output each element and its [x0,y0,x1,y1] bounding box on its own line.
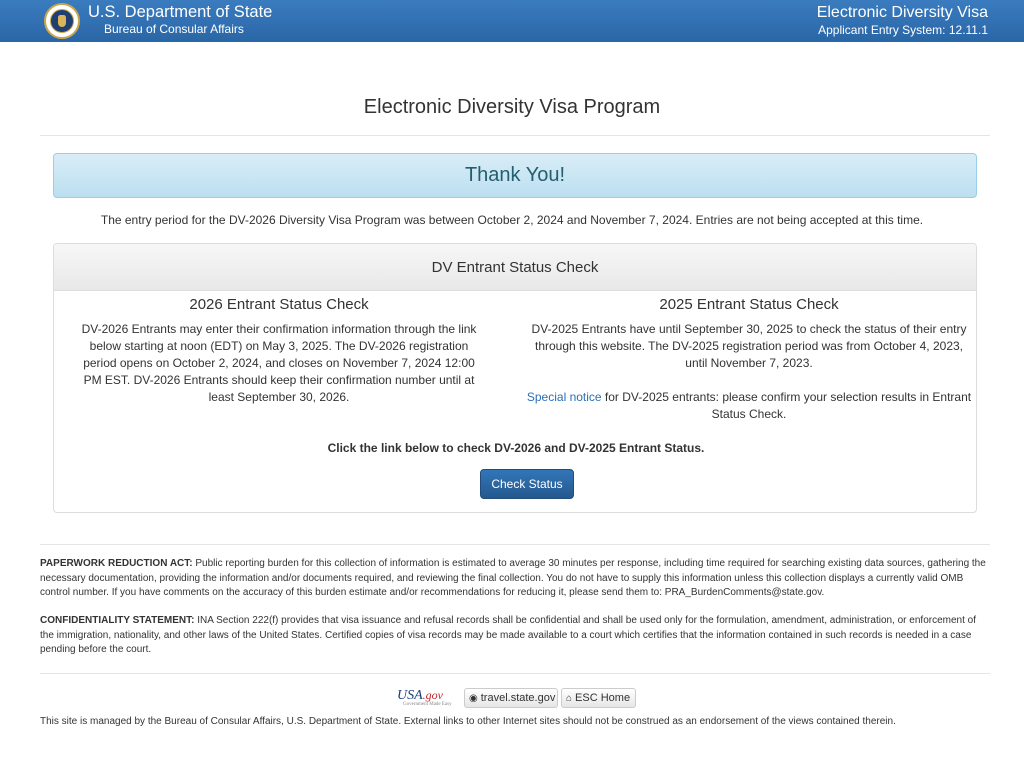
special-notice-paragraph [524,389,974,423]
travel-state-gov-label: travel.state.gov [480,692,556,704]
confidentiality-text: INA Section 222(f) provides that visa issuance and refusal records shall be confidential and shall be used only for the formulation, amendment, administration, or enforcement of the immigration, nationality, and other laws of the United States. Certified copies of visa records may be made available to a court which certifies that the information contained in such records is needed in a case pending before the court. [40,615,976,655]
status-check-2025-text: DV-2025 Entrants have until September 30, 2025 to check the status of their entry through this website. The DV-2025 registration period was from October 4, 2023, until November 7, 2023. [531,322,967,370]
footer-links [0,688,1024,710]
confidentiality-statement [40,614,990,658]
check-status-button[interactable]: Check Status [480,469,574,499]
pra-text: Public reporting burden for this collection of information is estimated to average 30 minutes per response, including time required for searching existing data sources, gathering the necessary documentation, providing the information and/or documents required, and reviewing the final collection. You do not have to supply this information unless this collection displays a currently valid OMB control number. If you have comments on the accuracy of this burden estimate and/or recommendations for reducing it, please send them to: PRA_BurdenComments@state.gov. [40,558,986,598]
click-instruction: Click the link below to check DV-2026 and DV-2025 Entrant Status. [327,441,705,455]
divider [40,135,990,136]
status-check-panel [53,243,977,513]
divider [40,673,990,674]
usa-gov-logo-gov: .gov [422,688,443,702]
bureau-subtitle: Bureau of Consular Affairs [104,22,244,36]
divider [40,544,990,545]
status-check-2025-title: 2025 Entrant Status Check [659,296,839,313]
state-department-seal-icon [44,3,80,39]
usa-gov-logo-usa: USA [397,688,423,703]
status-check-2025 [524,296,974,423]
confidentiality-label: CONFIDENTIALITY STATEMENT: [40,615,195,626]
usa-gov-logo-link[interactable] [397,688,452,708]
home-icon: ⌂ [566,693,573,704]
travel-state-gov-link[interactable] [464,688,558,708]
usa-gov-tagline: Government Made Easy [403,702,452,707]
special-notice-link[interactable]: Special notice [526,390,602,404]
top-banner [0,0,1024,42]
system-version: Applicant Entry System: 12.11.1 [818,23,988,37]
system-title: Electronic Diversity Visa [816,4,988,21]
status-check-2026-text: DV-2026 Entrants may enter their confirmation information through the link below starting at noon (EDT) on May 3, 2025. The DV-2026 registration period opens on October 2, 2024, and closes on November 7, 2024 12:00 PM EST. DV-2026 Entrants should keep their confirmation number until at least September 30, 2026. [81,322,477,404]
thank-you-banner: Thank You! [53,153,977,198]
globe-icon: ◉ [469,693,478,704]
paperwork-reduction-act [40,557,990,601]
entry-period-notice: The entry period for the DV-2026 Diversity Visa Program was between October 2, 2024 and November 7, 2024. Entries are not being accepted at this time. [100,213,924,227]
department-title: U.S. Department of State [88,3,273,21]
pra-label: PAPERWORK REDUCTION ACT: [40,558,193,569]
esc-home-label: ESC Home [575,692,631,704]
site-managed-statement: This site is managed by the Bureau of Consular Affairs, U.S. Department of State. External links to other Internet sites should not be construed as an endorsement of the views contained therein. [40,716,896,727]
panel-heading: DV Entrant Status Check [54,244,976,291]
status-check-2026 [74,296,484,406]
status-check-2026-title: 2026 Entrant Status Check [189,296,369,313]
special-notice-text: for DV-2025 entrants: please confirm your selection results in Entrant Status Check. [601,390,972,421]
page-title: Electronic Diversity Visa Program [363,96,661,118]
esc-home-link[interactable] [561,688,636,708]
